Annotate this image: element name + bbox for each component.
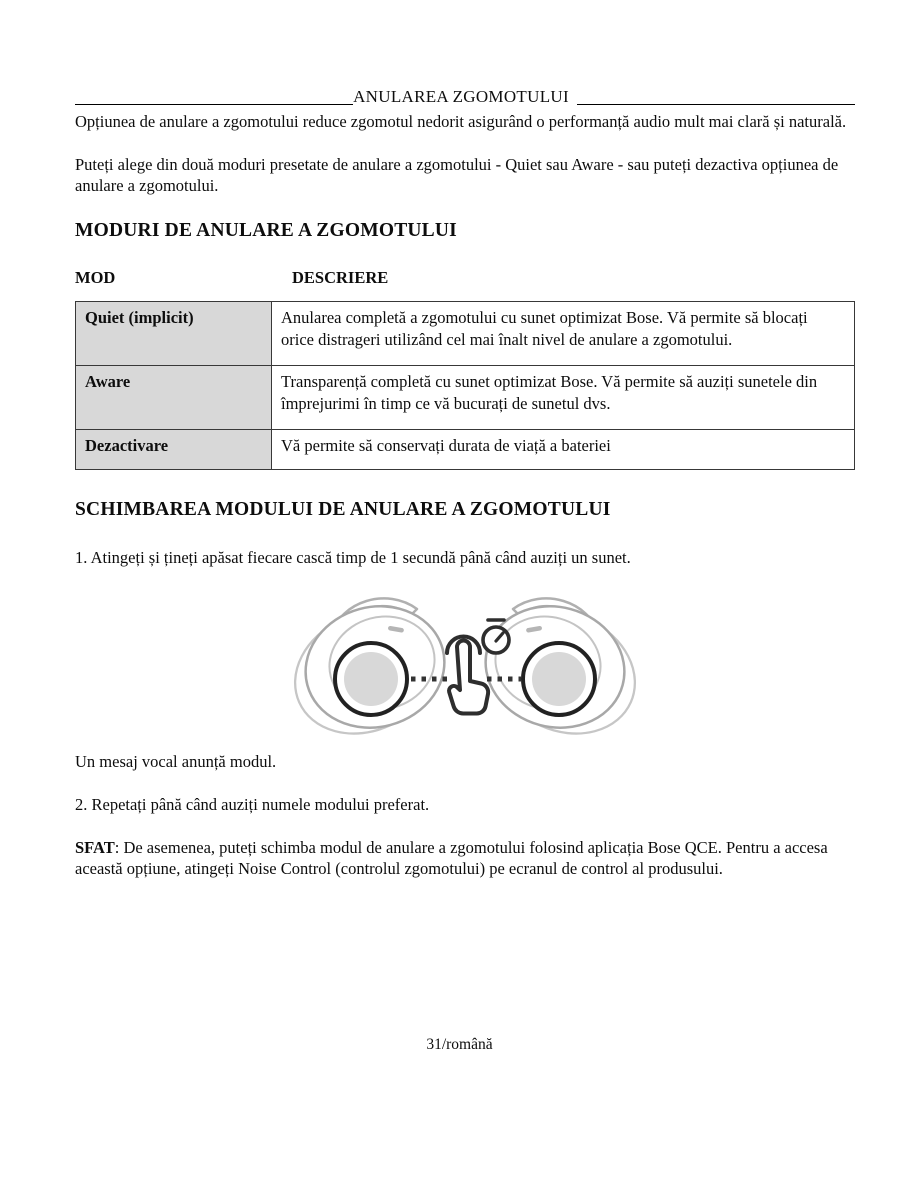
earbud-left-icon	[284, 591, 458, 741]
step-2: 2. Repetați până când auziți numele modului preferat.	[75, 795, 430, 814]
tap-hold-icon	[447, 637, 488, 714]
intro-paragraph-2: Puteți alege din două moduri presetate de anulare a zgomotului - Quiet sau Aware - sau puteți dezactiva opțiunea de anulare a zgomotului.	[75, 155, 839, 195]
column-header-descriere: DESCRIERE	[292, 268, 389, 287]
page-header	[75, 86, 855, 108]
page-title: ANULAREA ZGOMOTULUI	[353, 87, 569, 106]
table-column-headers	[75, 267, 855, 288]
column-header-mod: MOD	[75, 268, 116, 287]
page-number: 31/română	[426, 1036, 493, 1053]
header-rule-right	[577, 86, 855, 105]
mode-name-cell: Aware	[76, 366, 272, 430]
tip-label: SFAT	[75, 838, 115, 857]
earbuds-illustration	[75, 581, 855, 746]
mode-name-cell: Dezactivare	[76, 430, 272, 470]
table-row	[76, 366, 855, 430]
modes-table	[75, 301, 855, 470]
table-row	[76, 430, 855, 470]
intro-paragraph-1: Opțiunea de anulare a zgomotului reduce zgomotul nedorit asigurând o performanță audio mult mai clară și naturală.	[75, 112, 847, 131]
tip-text: : De asemenea, puteți schimba modul de anulare a zgomotului folosind aplicația Bose QCE. Pentru a accesa această opțiune, atingeți Noise Control (controlul zgomotului) pe ecranul de control al produsului.	[75, 838, 828, 878]
header-rule-left	[75, 86, 353, 105]
table-row	[76, 302, 855, 366]
tip-paragraph	[75, 837, 855, 879]
mode-description-cell: Anularea completă a zgomotului cu sunet optimizat Bose. Vă permite să blocați orice distrageri utilizând cel mai înalt nivel de anulare a zgomotului.	[272, 302, 855, 366]
mode-description-cell: Vă permite să conservați durata de viață a bateriei	[272, 430, 855, 470]
mode-description-cell: Transparență completă cu sunet optimizat Bose. Vă permite să auziți sunetele din împrejurimi în timp ce vă bucurați de sunetul dvs.	[272, 366, 855, 430]
mode-name-cell: Quiet (implicit)	[76, 302, 272, 366]
voice-note: Un mesaj vocal anunță modul.	[75, 752, 277, 771]
step-1: 1. Atingeți și țineți apăsat fiecare cască timp de 1 secundă până când auziți un sunet.	[75, 548, 631, 567]
earbud-right-icon	[472, 591, 646, 741]
earbuds-tap-hold-figure	[284, 581, 646, 741]
section-title-modes: MODURI DE ANULARE A ZGOMOTULUI	[75, 220, 457, 241]
document-page	[75, 0, 855, 879]
section-title-change-mode: SCHIMBAREA MODULUI DE ANULARE A ZGOMOTULUI	[75, 499, 611, 520]
